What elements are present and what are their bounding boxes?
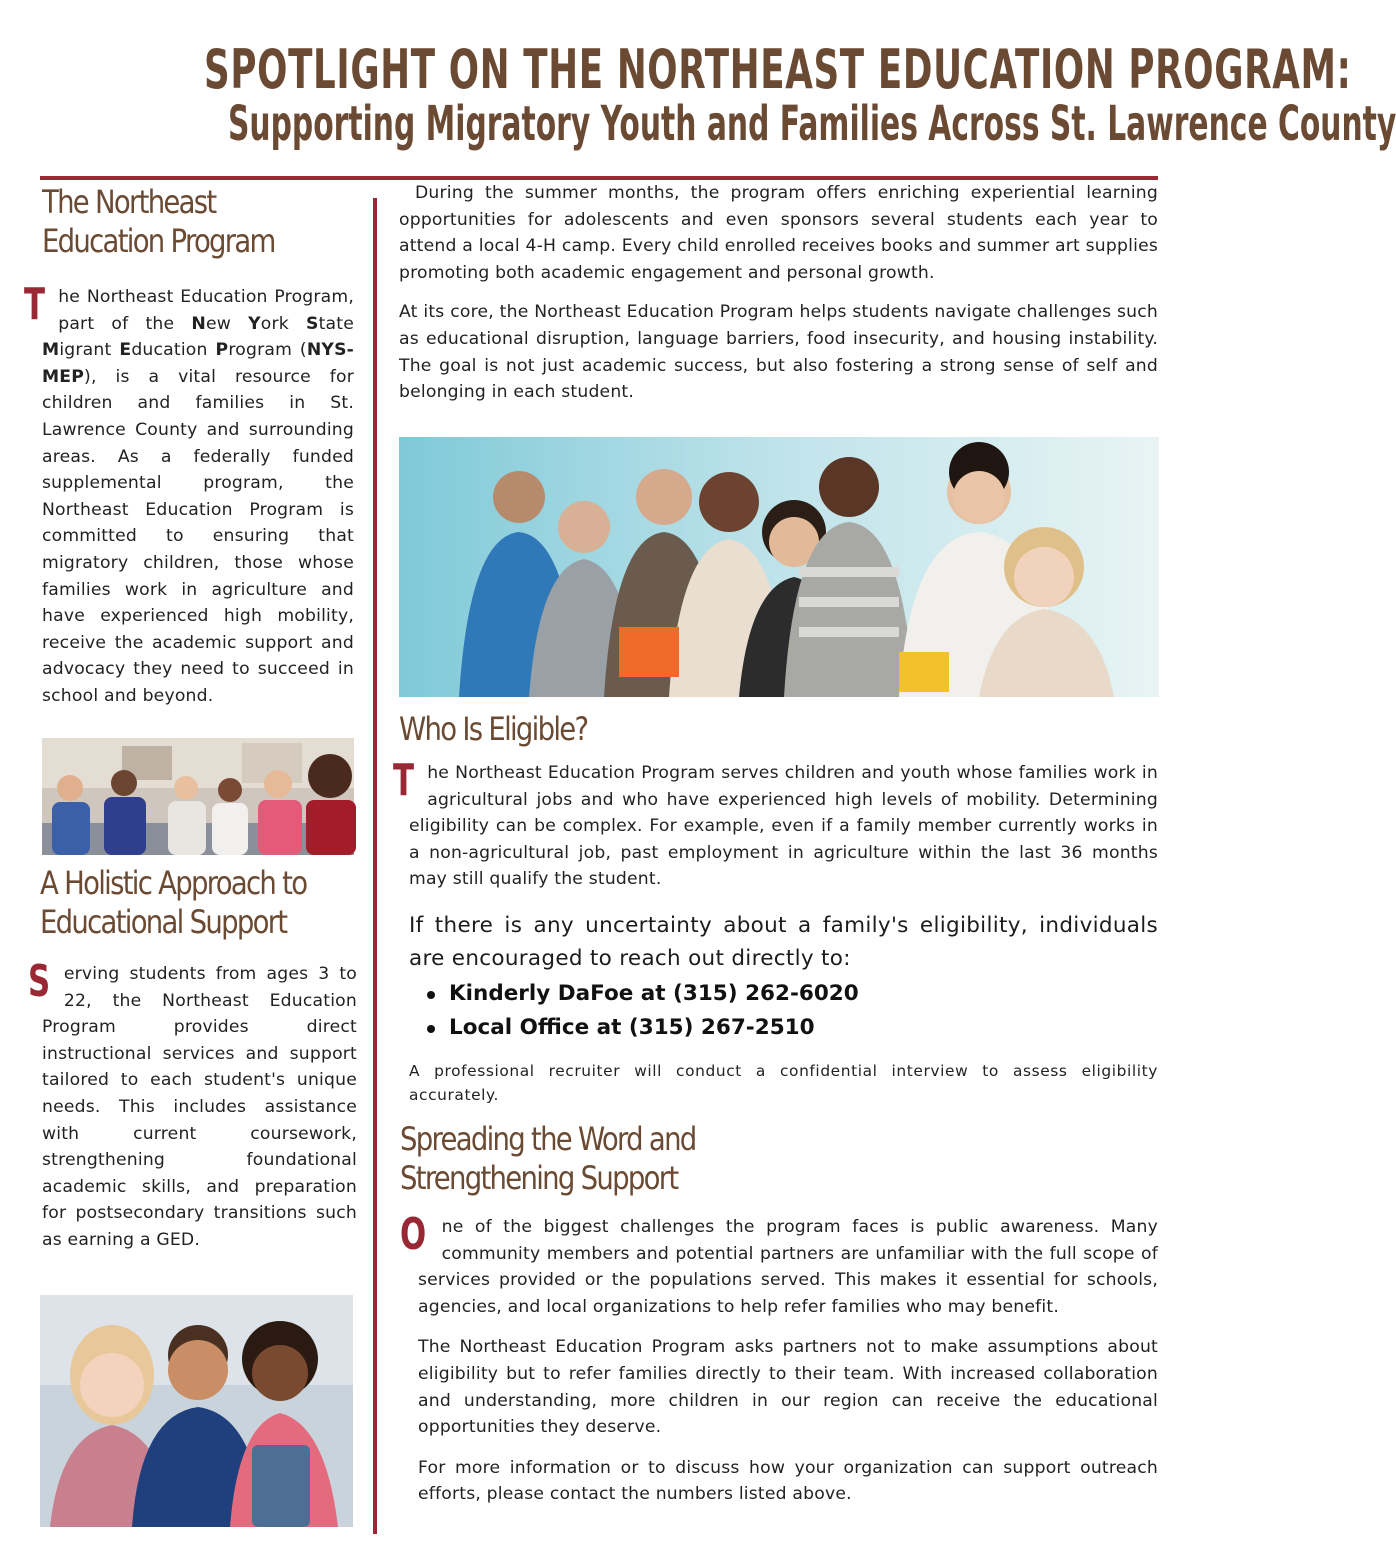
heading-line: The Northeast <box>42 183 216 221</box>
section-heading <box>42 183 310 261</box>
text-run: erving students from ages 3 to 22, the Northeast Education Program provides direct instructional services and support tailored to each student's unique needs. This includes assistance with current coursework, strengthening foundational academic skills, and preparation for postsecondary transitions such as earning a GED. <box>42 964 357 1250</box>
section-eligibility-heading <box>399 710 799 749</box>
body-paragraph <box>400 1209 1158 1320</box>
drop-cap: T <box>393 755 415 806</box>
contact-item: Kinderly DaFoe at (315) 262-6020 <box>409 977 1158 1011</box>
recruiter-note: A professional recruiter will conduct a confidential interview to assess eligibility accurately. <box>409 1061 1158 1105</box>
text-run: tate <box>318 313 354 334</box>
children-photo <box>40 1295 353 1527</box>
heading-line: A Holistic Approach to <box>40 864 307 902</box>
text-run: ew <box>205 313 249 334</box>
contact-list <box>409 977 1158 1045</box>
intro-section <box>399 180 1158 406</box>
column-divider <box>373 198 377 1534</box>
heading-line: Education Program <box>42 222 275 260</box>
classroom-photo <box>42 738 354 855</box>
heading-line: Spreading the Word and <box>400 1120 696 1158</box>
intro-paragraph: During the summer months, the program offers enriching experiential learning opportunities for adolescents and even sponsors several students each year to attend a local 4-H camp. Every child enrolled receives books and summer art supplies promoting both academic engagement and personal growth. <box>399 183 1158 283</box>
text-run: ), is a vital resource for children and families in St. Lawrence County and surrounding areas. As a federally funded supplemental program, the Northeast Education Program is committed to ensuring that migratory children, those whose families work in agriculture and have experienced high mobility, receive the academic support and advocacy they need to succeed in school and beyond. <box>42 366 354 706</box>
classroom-photo-illustration <box>42 738 354 855</box>
text-run: P <box>215 340 229 361</box>
text-run: igrant <box>59 340 120 361</box>
drop-cap: O <box>400 1209 427 1260</box>
section-northeast-program <box>42 183 354 261</box>
text-run: Y <box>248 313 261 334</box>
section-northeast-program-body <box>24 279 354 710</box>
section-holistic-approach <box>40 864 352 942</box>
text-run: ork <box>260 313 307 334</box>
heading-line: Educational Support <box>40 903 287 941</box>
section-heading: Who Is Eligible? <box>399 710 588 748</box>
heading-line: Strengthening Support <box>400 1159 678 1197</box>
text-run: E <box>119 340 132 361</box>
section-spreading-body <box>400 1209 1158 1508</box>
contact-item: Local Office at (315) 267-2510 <box>409 1011 1158 1045</box>
page-subtitle: Supporting Migratory Youth and Families Across St. Lawrence County <box>228 96 1396 152</box>
text-run: ducation <box>131 340 216 361</box>
children-photo-illustration <box>40 1295 353 1527</box>
contact-intro: If there is any uncertainty about a family's eligibility, individuals are encouraged to reach out directly to: <box>409 912 1158 971</box>
section-heading <box>40 864 308 942</box>
body-paragraph: For more information or to discuss how your organization can support outreach efforts, please contact the numbers listed above. <box>418 1457 1158 1505</box>
students-group-illustration <box>399 437 1159 697</box>
section-spreading-heading <box>400 1120 900 1198</box>
section-eligibility-body <box>393 755 1158 1108</box>
page-title: SPOTLIGHT ON THE NORTHEAST EDUCATION PROGRAM: <box>203 38 1352 101</box>
section-heading <box>400 1120 830 1198</box>
section-holistic-body <box>28 956 357 1254</box>
drop-cap: S <box>28 956 51 1007</box>
body-paragraph <box>24 279 354 710</box>
text-run: NYS-MEP <box>42 340 354 387</box>
text-run: ne of the biggest challenges the program faces is public awareness. Many community members and potential partners are unfamiliar with the full scope of services provided or the populations served. This makes it essential for schools, agencies, and local organizations to help refer families who may benefit. <box>418 1217 1158 1317</box>
text-run: S <box>306 313 319 334</box>
students-group-photo <box>399 437 1159 697</box>
body-paragraph: The Northeast Education Program asks partners not to make assumptions about eligibility but to refer families directly to their team. With increased collaboration and understanding, more children in our region can receive the educational opportunities they deserve. <box>418 1337 1158 1438</box>
text-run: he Northeast Education Program, part of the <box>58 287 354 334</box>
text-run: M <box>42 340 60 361</box>
body-paragraph <box>393 755 1158 893</box>
intro-paragraph: At its core, the Northeast Education Program helps students navigate challenges such as educational disruption, language barriers, food insecurity, and housing instability. The goal is not just academic success, but also fostering a strong sense of self and belonging in each student. <box>399 302 1158 403</box>
text-run: he Northeast Education Program serves children and youth whose families work in agricultural jobs and who have experienced high levels of mobility. Determining eligibility can be complex. For example, even if a family member currently works in a non-agricultural job, past employment in agriculture within the last 36 months may still qualify the student. <box>409 763 1158 890</box>
text-run: rogram ( <box>228 340 307 361</box>
drop-cap: T <box>24 279 46 330</box>
text-run: N <box>191 313 206 334</box>
body-paragraph <box>28 956 357 1254</box>
